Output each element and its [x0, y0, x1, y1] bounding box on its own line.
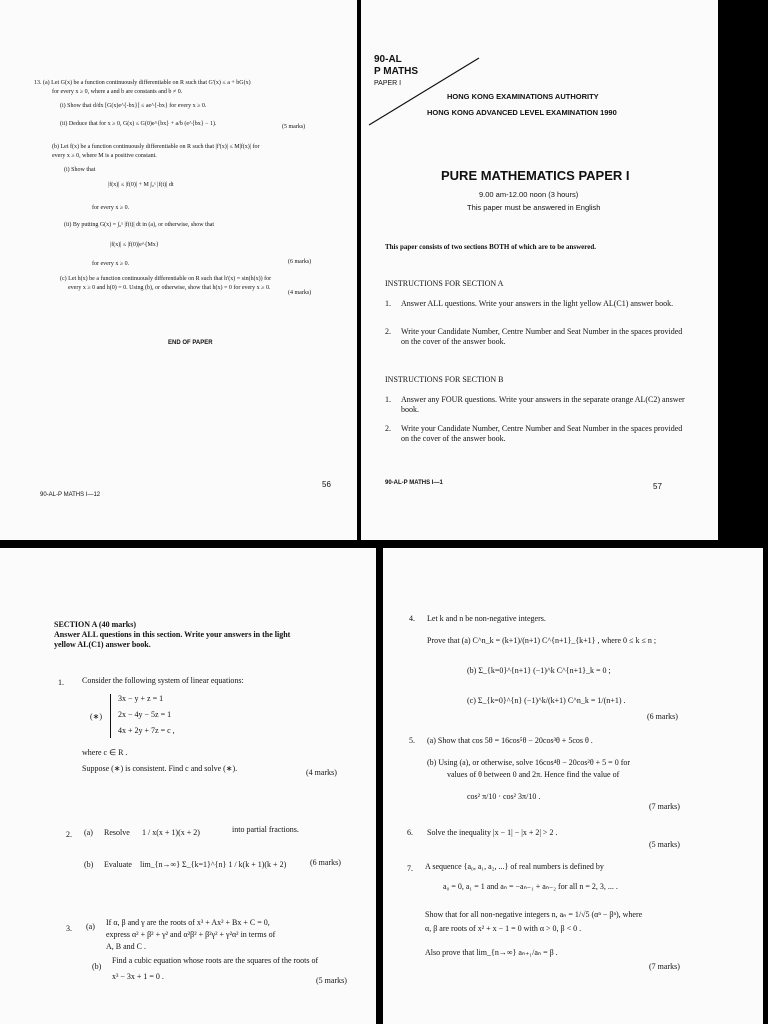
q3a-label: (a): [86, 922, 95, 931]
section-a-intro-line1: Answer ALL questions in this section. Write your answers in the light: [54, 630, 291, 639]
q3b-line2: x³ − 3x + 1 = 0 .: [112, 972, 164, 981]
q13b-i-cond: for every x ≥ 0.: [92, 205, 130, 211]
q2b-label: (b): [84, 860, 94, 869]
language-note: This paper must be answered in English: [467, 203, 601, 212]
paper-subject: P MATHS: [374, 66, 419, 77]
q1-where: where c ∈ R .: [82, 748, 128, 757]
q13b-ii-cond: for every x ≥ 0.: [92, 261, 130, 267]
paper-label: PAPER I: [374, 80, 402, 87]
page-number-56: 56: [322, 480, 331, 489]
section-a-item1: Answer ALL questions. Write your answers in the light yellow AL(C1) answer book.: [401, 299, 674, 308]
page-section-a-right: [383, 548, 763, 1024]
exam-name: HONG KONG ADVANCED LEVEL EXAMINATION 1990: [427, 108, 617, 117]
section-a-intro-line2: yellow AL(C1) answer book.: [54, 640, 151, 649]
consists-note: This paper consists of two sections BOTH of which are to be answered.: [385, 243, 596, 251]
q13b-ii-formula: |f(x)| ≤ |f(0)|e^{Mx}: [110, 242, 159, 248]
q3b-line1: Find a cubic equation whose roots are the squares of the roots of: [112, 956, 319, 965]
q1-brace: [110, 694, 115, 738]
q5b-line1: (b) Using (a), or otherwise, solve 16cos⁴θ − 20cos²θ + 5 = 0 for: [427, 758, 631, 767]
q13a-i: (i) Show that d/dx [G(x)e^{-bx}] ≤ ae^{-bx} for every x ≥ 0.: [60, 103, 207, 109]
q4-number: 4.: [409, 614, 415, 623]
q5b-line2: values of θ between 0 and 2π. Hence find the value of: [447, 770, 620, 779]
q5-number: 5.: [409, 736, 415, 745]
q3b-label: (b): [92, 962, 102, 971]
q5-marks: (7 marks): [649, 802, 680, 811]
q13b-i: (i) Show that: [64, 167, 96, 173]
q4c: (c) Σ_{k=0}^{n} (−1)^k/(k+1) C^n_k = 1/(n+1) .: [467, 696, 626, 705]
exam-time: 9.00 am-12.00 noon (3 hours): [479, 190, 579, 199]
q4-marks: (6 marks): [647, 712, 678, 721]
page-56: [0, 0, 357, 540]
q5a: (a) Show that cos 5θ = 16cos⁵θ − 20cos³θ + 5cos θ .: [427, 736, 593, 745]
section-a-instructions-heading: INSTRUCTIONS FOR SECTION A: [385, 279, 504, 288]
paper-title: PURE MATHEMATICS PAPER I: [441, 168, 630, 183]
q2-number: 2.: [66, 830, 72, 839]
end-of-paper: END OF PAPER: [168, 340, 213, 346]
q1-number: 1.: [58, 678, 64, 687]
q4a: Prove that (a) C^n_k = (k+1)/(n+1) C^{n+1}_{k+1} , where 0 ≤ k ≤ n ;: [427, 636, 657, 645]
q2a-tail: into partial fractions.: [232, 825, 299, 834]
q13c-marks: (4 marks): [288, 290, 312, 296]
q13b-marks: (6 marks): [288, 259, 312, 265]
q2-marks: (6 marks): [310, 858, 341, 867]
page-number-57: 57: [653, 482, 662, 491]
section-b-item2: Write your Candidate Number, Centre Number and Seat Number in the spaces provided on the cover of the answer book.: [401, 424, 683, 443]
section-a-item2: Write your Candidate Number, Centre Number and Seat Number in the spaces provided on the cover of the answer book.: [401, 327, 683, 346]
q2a-text: Resolve: [104, 828, 130, 837]
section-b-item2-number: 2.: [385, 424, 391, 433]
q3a-line1: If α, β and γ are the roots of x³ + Ax² + Bx + C = 0,: [106, 918, 270, 927]
q13a-line2: for every x ≥ 0, where a and b are constants and b ≠ 0.: [52, 89, 183, 95]
q7-marks: (7 marks): [649, 962, 680, 971]
q2b-expression: lim_{n→∞} Σ_{k=1}^{n} 1 / k(k + 1)(k + 2): [140, 860, 287, 869]
cover-diagonal-line: [361, 0, 718, 160]
q13b-line2: every x ≥ 0, where M is a positive constant.: [52, 153, 157, 159]
q13a-line1: 13. (a) Let G(x) be a function continuously differentiable on R such that G'(x) ≤ a + bG(x): [34, 80, 251, 86]
footer-57: 90-AL-P MATHS I—1: [385, 480, 443, 486]
q5b-line3: cos² π/10 · cos² 3π/10 .: [467, 792, 541, 801]
q6-text: Solve the inequality |x − 1| − |x + 2| > 2 .: [427, 828, 558, 837]
q3a-line3: A, B and C .: [106, 942, 146, 951]
q1-suppose: Suppose (∗) is consistent. Find c and solve (∗).: [82, 764, 238, 773]
page-57: [361, 0, 718, 540]
section-b-item1: Answer any FOUR questions. Write your answers in the separate orange AL(C2) answer book.: [401, 395, 685, 414]
q7-line4: α, β are roots of x² + x − 1 = 0 with α > 0, β < 0 .: [425, 924, 582, 933]
section-a-heading: SECTION A (40 marks): [54, 620, 137, 629]
q2b-text: Evaluate: [104, 860, 132, 869]
q3-number: 3.: [66, 924, 72, 933]
q1-star-label: (∗): [90, 712, 103, 721]
q4-text: Let k and n be non-negative integers.: [427, 614, 546, 623]
q13a-marks: (5 marks): [282, 124, 306, 130]
q3a-line2: express α² + β² + γ² and α²β² + β²γ² + γ²α² in terms of: [106, 930, 276, 939]
q7-line3: Show that for all non-negative integers n, aₙ = 1/√5 (αⁿ − βⁿ), where: [425, 910, 643, 919]
q13b-i-formula: |f(x)| ≤ |f(0)| + M ∫₀ˣ |f(t)| dt: [108, 182, 174, 188]
section-b-item1-number: 1.: [385, 395, 391, 404]
q13b-line1: (b) Let f(x) be a function continuously differentiable on R such that |f'(x)| ≤ M|f(x)| for: [52, 144, 260, 150]
q2a-label: (a): [84, 828, 93, 837]
q7-line1: A sequence {a₀, a₁, a₂, ...} of real numbers is defined by: [425, 862, 604, 871]
page-section-a-left: [0, 548, 376, 1024]
q1-eq2: 2x − 4y − 5z = 1: [118, 710, 172, 719]
q1-marks: (4 marks): [306, 768, 337, 777]
section-b-instructions-heading: INSTRUCTIONS FOR SECTION B: [385, 375, 504, 384]
q7-number: 7.: [407, 864, 413, 873]
section-a-item2-number: 2.: [385, 327, 391, 336]
q6-marks: (5 marks): [649, 840, 680, 849]
authority: HONG KONG EXAMINATIONS AUTHORITY: [447, 92, 599, 101]
q13c-line2: every x ≥ 0 and h(0) = 0. Using (b), or otherwise, show that h(x) = 0 for every x ≥ 0.: [68, 285, 271, 291]
q4b: (b) Σ_{k=0}^{n+1} (−1)^k C^{n+1}_k = 0 ;: [467, 666, 611, 675]
q7-line5: Also prove that lim_{n→∞} aₙ₊₁/aₙ = β .: [425, 948, 558, 957]
q1-eq1: 3x − y + z = 1: [118, 694, 164, 703]
q13b-ii: (ii) By putting G(x) = ∫₀ˣ |f(t)| dt in (a), or otherwise, show that: [64, 222, 215, 228]
q2a-fraction: 1 / x(x + 1)(x + 2): [142, 828, 200, 837]
q1-eq3: 4x + 2y + 7z = c ,: [118, 726, 175, 735]
footer-56: 90-AL-P MATHS I—12: [40, 492, 101, 498]
q3-marks: (5 marks): [316, 976, 347, 985]
q13c-line1: (c) Let h(x) be a function continuously differentiable on R such that h'(x) = sin(h(x)) for: [60, 276, 272, 282]
q7-line2: a₀ = 0, a₁ = 1 and aₙ = −aₙ₋₁ + aₙ₋₂ for all n = 2, 3, ... .: [443, 882, 618, 891]
q13a-ii: (ii) Deduce that for x ≥ 0, G(x) ≤ G(0)e^{bx} + a/b (e^{bx} − 1).: [60, 121, 217, 127]
q1-text: Consider the following system of linear equations:: [82, 676, 244, 685]
q6-number: 6.: [407, 828, 413, 837]
section-a-item1-number: 1.: [385, 299, 391, 308]
paper-code: 90-AL: [374, 54, 402, 65]
